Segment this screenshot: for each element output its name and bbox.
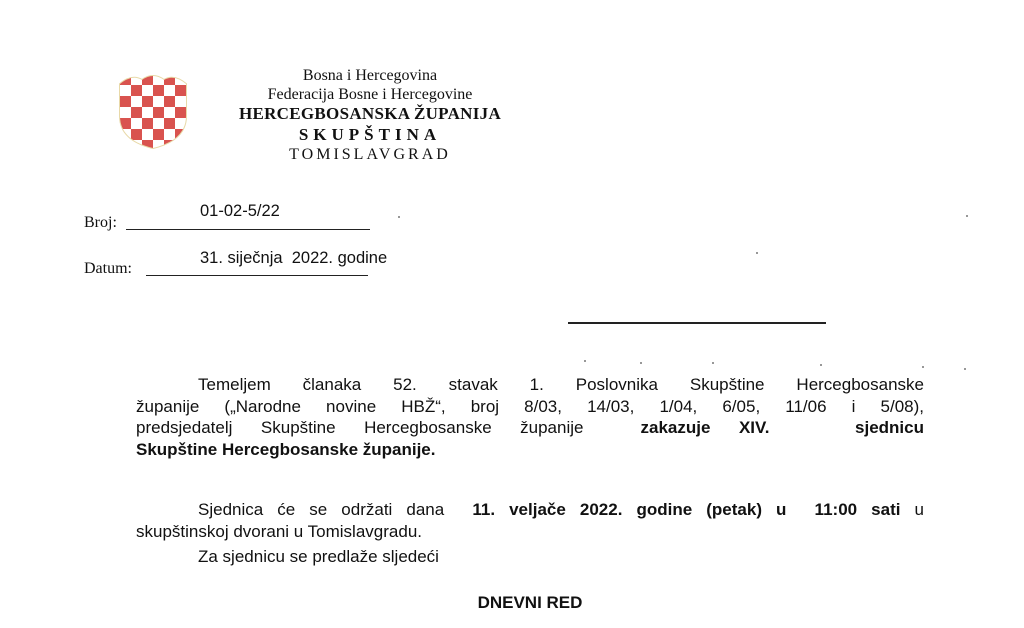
crest-square	[164, 118, 175, 129]
coat-of-arms-icon	[112, 70, 194, 150]
crest-square	[153, 96, 164, 107]
session-paragraph	[136, 499, 924, 542]
crest-square	[175, 96, 186, 107]
intro-line-3-text: predsjedatelj Skupštine Hercegbosanske županije	[136, 418, 584, 437]
canton-name: HERCEGBOSANSKA ŽUPANIJA	[238, 104, 502, 123]
intro-line-4: Skupštine Hercegbosanske županije.	[136, 439, 436, 459]
crest-square	[153, 107, 164, 118]
crest-square	[142, 129, 153, 140]
scan-speck	[640, 362, 642, 364]
crest-square	[120, 107, 131, 118]
crest-square	[131, 140, 142, 150]
crest-square	[131, 118, 142, 129]
entity-name: Federacija Bosne i Hercegovine	[267, 86, 473, 103]
crest-square	[131, 129, 142, 140]
crest-square	[142, 96, 153, 107]
intro-line-1: Temeljem članaka 52. stavak 1. Poslovnika Skupštine Hercegbosanske	[198, 375, 924, 394]
intro-line-3	[136, 417, 924, 439]
crest-square	[120, 140, 131, 150]
scan-speck	[712, 362, 714, 364]
crest-square	[164, 85, 175, 96]
session-date-intro: Sjednica će se održati dana	[198, 500, 445, 519]
crest-square	[164, 129, 175, 140]
number-underline	[126, 229, 370, 230]
crest-square	[175, 140, 186, 150]
intro-paragraph	[136, 374, 924, 460]
agenda-intro: Za sjednicu se predlaže sljedeći	[198, 547, 439, 566]
crest-square	[153, 129, 164, 140]
agenda-title: DNEVNI RED	[477, 593, 583, 612]
country-name: Bosna i Hercegovina	[302, 67, 438, 84]
number-label: Broj:	[84, 214, 117, 231]
crest-square	[164, 96, 175, 107]
scan-speck	[820, 364, 822, 366]
crest-square	[164, 140, 175, 150]
scan-speck	[964, 368, 966, 370]
session-in: u	[914, 500, 924, 519]
number-value: 01-02-5/22	[200, 202, 280, 220]
crest-square	[142, 85, 153, 96]
scan-speck	[584, 360, 586, 362]
crest-square	[164, 74, 175, 85]
document-header	[200, 66, 540, 165]
date-underline	[146, 275, 368, 276]
scan-speck	[398, 216, 400, 218]
crest-square	[153, 118, 164, 129]
scan-speck	[756, 252, 758, 254]
crest-square	[131, 96, 142, 107]
scan-speck	[922, 366, 924, 368]
session-date-time: 11. veljače 2022. godine (petak) u 11:00 sati	[472, 500, 901, 519]
city-name: TOMISLAVGRAD	[289, 146, 451, 163]
crest-square	[131, 107, 142, 118]
intro-line-2: županije („Narodne novine HBŽ“, broj 8/03, 14/03, 1/04, 6/05, 11/06 i 5/08),	[136, 396, 924, 416]
crest-square	[131, 85, 142, 96]
crest-square	[120, 96, 131, 107]
signature-line	[568, 322, 826, 324]
crest-square	[164, 107, 175, 118]
session-convened: zakazuje XIV. sjednicu	[640, 418, 924, 437]
crest-square	[142, 107, 153, 118]
crest-square	[175, 107, 186, 118]
crest-square	[131, 74, 142, 85]
assembly-name: SKUPŠTINA	[298, 125, 442, 144]
crest-square	[142, 118, 153, 129]
date-label: Datum:	[84, 260, 132, 277]
session-line-1	[136, 499, 924, 521]
crest-square	[120, 85, 131, 96]
scan-speck	[966, 215, 968, 217]
crest-square	[153, 85, 164, 96]
session-location: skupštinskoj dvorani u Tomislavgradu.	[136, 521, 422, 541]
date-value: 31. siječnja 2022. godine	[200, 249, 388, 267]
crest-square	[175, 85, 186, 96]
